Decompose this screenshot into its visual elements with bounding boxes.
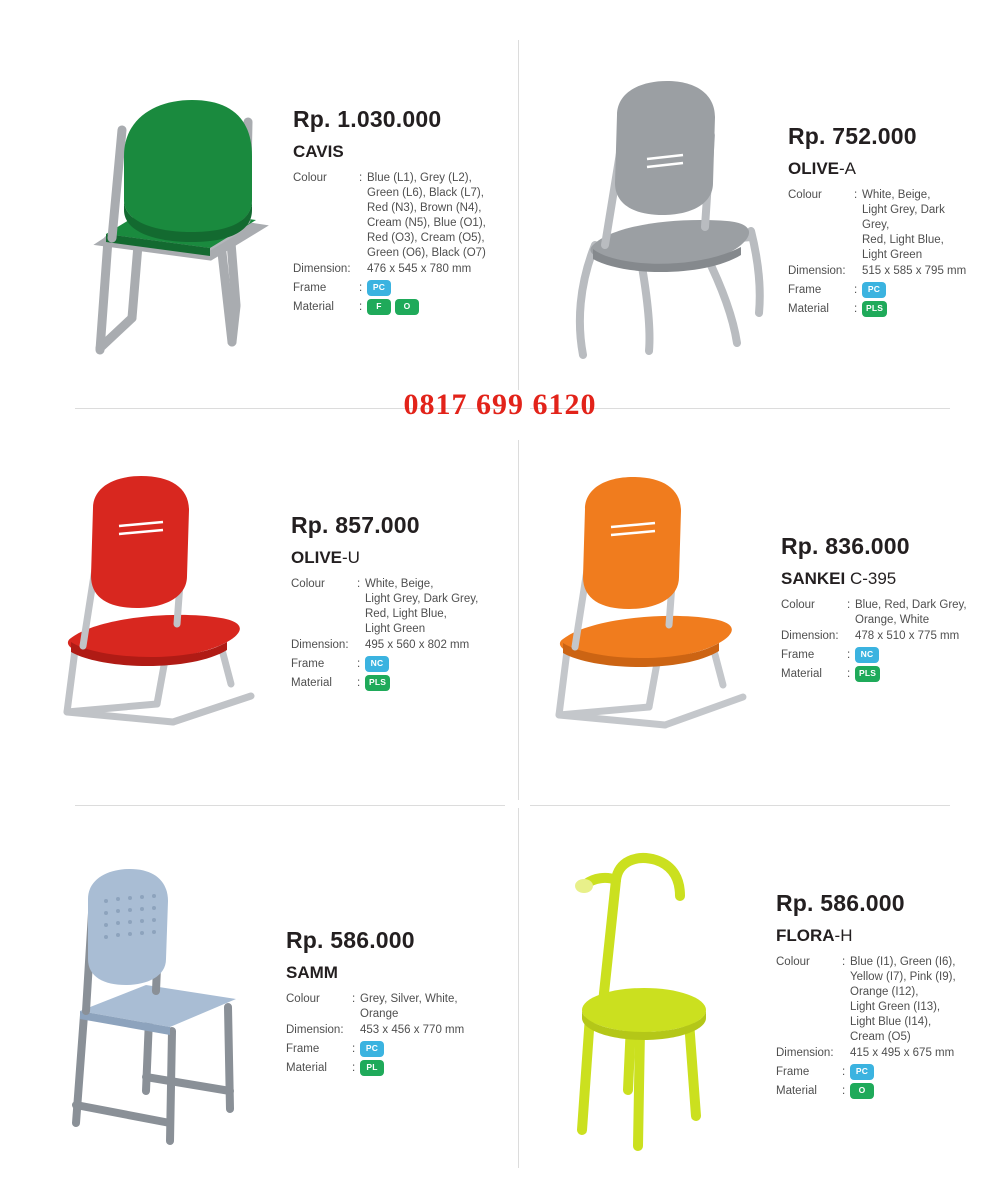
product-specs <box>776 955 980 1099</box>
product-specs <box>781 598 975 682</box>
spec-colon: : <box>357 677 361 689</box>
product-photo-olive-a <box>555 55 770 365</box>
product-name-bold: FLORA <box>776 926 835 945</box>
product-name-bold: SAMM <box>286 963 338 982</box>
badge-frame-pc: PC <box>367 280 391 296</box>
product-name-light: C-395 <box>845 569 897 588</box>
spec-frame <box>788 281 975 298</box>
product-cell-sankei <box>535 465 975 755</box>
spec-colon: : <box>854 284 858 296</box>
badge-frame-pc: PC <box>862 282 886 298</box>
chair-illustration-olive-a <box>555 55 770 365</box>
badge-frame-pc: PC <box>360 1041 384 1057</box>
spec-value-colour <box>360 992 510 1022</box>
spec-label-dimension: Dimension: <box>286 1024 344 1036</box>
product-specs <box>291 577 510 691</box>
material-badges <box>855 666 880 682</box>
product-photo-sankei <box>535 465 765 755</box>
vertical-divider-mid <box>518 440 519 800</box>
frame-badges <box>365 656 389 672</box>
spec-colon: : <box>847 668 851 680</box>
product-price: Rp. 586.000 <box>286 927 415 953</box>
spec-value-colour <box>855 598 975 628</box>
spec-dimension <box>286 1023 510 1038</box>
colour-line: Yellow (I7), Pink (I9), <box>850 971 956 983</box>
product-specs <box>788 188 975 317</box>
colour-line: Light Grey, Dark Grey, <box>365 593 479 605</box>
spec-label-frame: Frame <box>788 284 822 296</box>
colour-line: Blue (L1), Grey (L2), <box>367 172 472 184</box>
spec-frame <box>286 1040 510 1057</box>
spec-material <box>781 665 975 682</box>
product-info-samm <box>270 855 510 1155</box>
spec-colon: : <box>842 956 846 968</box>
spec-label-colour: Colour <box>293 172 327 184</box>
spec-label-material: Material <box>776 1085 817 1097</box>
colour-line: Orange <box>360 1008 399 1020</box>
spec-colon: : <box>847 599 851 611</box>
badge-material-pls: PLS <box>365 675 390 691</box>
spec-colon: : <box>842 1066 846 1078</box>
spec-dimension <box>291 638 510 653</box>
spec-colon: : <box>357 658 361 670</box>
spec-colon: : <box>352 1062 356 1074</box>
spec-value-colour <box>367 171 510 261</box>
spec-label-colour: Colour <box>788 189 822 201</box>
frame-badges <box>855 647 879 663</box>
product-name-light: -A <box>839 159 857 178</box>
spec-label-dimension: Dimension: <box>291 639 349 651</box>
spec-value-dimension: 495 x 560 x 802 mm <box>365 639 470 651</box>
product-price: Rp. 1.030.000 <box>293 106 442 132</box>
spec-label-dimension: Dimension: <box>788 265 846 277</box>
spec-label-colour: Colour <box>286 993 320 1005</box>
spec-frame <box>781 646 975 663</box>
badge-frame-pc: PC <box>850 1064 874 1080</box>
spec-colon: : <box>359 172 363 184</box>
spec-dimension <box>776 1046 980 1061</box>
product-cell-olive-u <box>45 460 510 750</box>
colour-line: Light Blue (I14), <box>850 1016 932 1028</box>
spec-colon: : <box>359 282 363 294</box>
badge-frame-nc: NC <box>855 647 879 663</box>
material-badges <box>862 301 887 317</box>
material-badges <box>850 1083 874 1099</box>
spec-colon: : <box>847 649 851 661</box>
spec-colour <box>788 188 975 263</box>
spec-value-colour <box>365 577 510 637</box>
product-name <box>776 926 980 946</box>
frame-badges <box>850 1064 874 1080</box>
spec-value-colour <box>862 188 975 263</box>
product-photo-flora-h <box>540 840 760 1160</box>
spec-colon: : <box>854 189 858 201</box>
colour-line: Cream (O5) <box>850 1031 911 1043</box>
horizontal-divider-left-2 <box>75 805 505 806</box>
product-name-light: -H <box>834 926 853 945</box>
spec-label-colour: Colour <box>291 578 325 590</box>
product-cell-olive-a <box>555 55 975 365</box>
colour-line: Orange, White <box>855 614 930 626</box>
spec-colon: : <box>352 993 356 1005</box>
product-info-olive-a <box>770 55 975 365</box>
spec-value-dimension: 453 x 456 x 770 mm <box>360 1024 465 1036</box>
material-badges <box>367 299 419 315</box>
spec-label-frame: Frame <box>286 1043 320 1055</box>
chair-illustration-sankei <box>535 465 765 755</box>
colour-line: Light Green <box>365 623 426 635</box>
spec-value-colour <box>850 955 980 1045</box>
product-specs <box>293 171 510 315</box>
spec-label-frame: Frame <box>291 658 325 670</box>
badge-material-f: F <box>367 299 391 315</box>
spec-label-dimension: Dimension: <box>293 263 351 275</box>
badge-material-o: O <box>395 299 419 315</box>
colour-line: White, Beige, <box>365 578 434 590</box>
badge-frame-nc: NC <box>365 656 389 672</box>
product-cell-samm <box>50 855 510 1155</box>
colour-line: Red, Light Blue, <box>365 608 447 620</box>
badge-material-pl: PL <box>360 1060 384 1076</box>
product-info-cavis <box>275 60 510 370</box>
product-name-bold: OLIVE <box>788 159 840 178</box>
spec-colon: : <box>352 1043 356 1055</box>
spec-colon: : <box>842 1085 846 1097</box>
colour-line: Red, Light Blue, <box>862 234 944 246</box>
colour-line: Green (O6), Black (O7) <box>367 247 486 259</box>
product-price: Rp. 857.000 <box>291 512 420 538</box>
horizontal-divider-right-2 <box>530 805 950 806</box>
spec-label-colour: Colour <box>781 599 815 611</box>
spec-label-colour: Colour <box>776 956 810 968</box>
chair-illustration-cavis <box>60 60 275 370</box>
spec-value-dimension: 515 x 585 x 795 mm <box>862 265 967 277</box>
colour-line: Grey, Silver, White, <box>360 993 458 1005</box>
spec-label-material: Material <box>781 668 822 680</box>
phone-number-overlay: 0817 699 6120 <box>403 388 597 421</box>
product-photo-olive-u <box>45 460 275 750</box>
spec-label-frame: Frame <box>293 282 327 294</box>
colour-line: Green (L6), Black (L7), <box>367 187 484 199</box>
chair-illustration-flora-h <box>540 840 760 1160</box>
colour-line: Cream (N5), Blue (O1), <box>367 217 486 229</box>
product-photo-cavis <box>60 60 275 370</box>
product-specs <box>286 992 510 1076</box>
spec-material <box>293 298 510 315</box>
colour-line: Light Grey, Dark Grey, <box>862 204 945 231</box>
spec-frame <box>776 1063 980 1080</box>
frame-badges <box>360 1041 384 1057</box>
chair-illustration-olive-u <box>45 460 275 750</box>
badge-material-pls: PLS <box>862 301 887 317</box>
badge-material-o: O <box>850 1083 874 1099</box>
product-price: Rp. 752.000 <box>788 123 917 149</box>
material-badges <box>365 675 390 691</box>
spec-label-frame: Frame <box>781 649 815 661</box>
spec-label-material: Material <box>291 677 332 689</box>
product-name-bold: CAVIS <box>293 142 344 161</box>
product-info-olive-u <box>275 460 510 750</box>
spec-frame <box>293 279 510 296</box>
product-info-flora-h <box>760 840 980 1160</box>
product-name-light: -U <box>342 548 360 567</box>
colour-line: Orange (I12), <box>850 986 919 998</box>
product-cell-cavis <box>60 60 510 370</box>
spec-label-dimension: Dimension: <box>781 630 839 642</box>
spec-label-dimension: Dimension: <box>776 1047 834 1059</box>
product-name <box>781 569 975 589</box>
spec-label-material: Material <box>286 1062 327 1074</box>
colour-line: Blue (I1), Green (I6), <box>850 956 956 968</box>
colour-line: Blue, Red, Dark Grey, <box>855 599 967 611</box>
spec-dimension <box>788 264 975 279</box>
colour-line: Light Green (I13), <box>850 1001 941 1013</box>
badge-material-pls: PLS <box>855 666 880 682</box>
spec-dimension <box>293 262 510 277</box>
spec-label-material: Material <box>293 301 334 313</box>
spec-material <box>291 674 510 691</box>
material-badges <box>360 1060 384 1076</box>
spec-colour <box>286 992 510 1022</box>
product-name-bold: OLIVE <box>291 548 343 567</box>
spec-colour <box>781 598 975 628</box>
product-name <box>286 963 510 983</box>
frame-badges <box>367 280 391 296</box>
product-name-bold: SANKEI <box>781 569 846 588</box>
product-cell-flora-h <box>540 840 980 1160</box>
frame-badges <box>862 282 886 298</box>
vertical-divider-bottom <box>518 808 519 1168</box>
spec-value-dimension: 476 x 545 x 780 mm <box>367 263 472 275</box>
spec-material <box>776 1082 980 1099</box>
product-price: Rp. 836.000 <box>781 533 910 559</box>
chair-illustration-samm <box>50 855 270 1155</box>
spec-frame <box>291 655 510 672</box>
product-photo-samm <box>50 855 270 1155</box>
colour-line: Red (N3), Brown (N4), <box>367 202 482 214</box>
spec-label-material: Material <box>788 303 829 315</box>
spec-colon: : <box>359 301 363 313</box>
spec-material <box>788 300 975 317</box>
colour-line: Light Green <box>862 249 923 261</box>
product-name <box>293 142 510 162</box>
spec-colour <box>291 577 510 637</box>
spec-colour <box>293 171 510 261</box>
product-name <box>788 159 975 179</box>
spec-value-dimension: 478 x 510 x 775 mm <box>855 630 960 642</box>
product-info-sankei <box>765 465 975 755</box>
spec-dimension <box>781 629 975 644</box>
vertical-divider-top <box>518 40 519 390</box>
spec-label-frame: Frame <box>776 1066 810 1078</box>
spec-colour <box>776 955 980 1045</box>
product-name <box>291 548 510 568</box>
colour-line: Red (O3), Cream (O5), <box>367 232 485 244</box>
spec-value-dimension: 415 x 495 x 675 mm <box>850 1047 955 1059</box>
spec-material <box>286 1059 510 1076</box>
colour-line: White, Beige, <box>862 189 931 201</box>
spec-colon: : <box>357 578 361 590</box>
product-price: Rp. 586.000 <box>776 890 905 916</box>
spec-colon: : <box>854 303 858 315</box>
